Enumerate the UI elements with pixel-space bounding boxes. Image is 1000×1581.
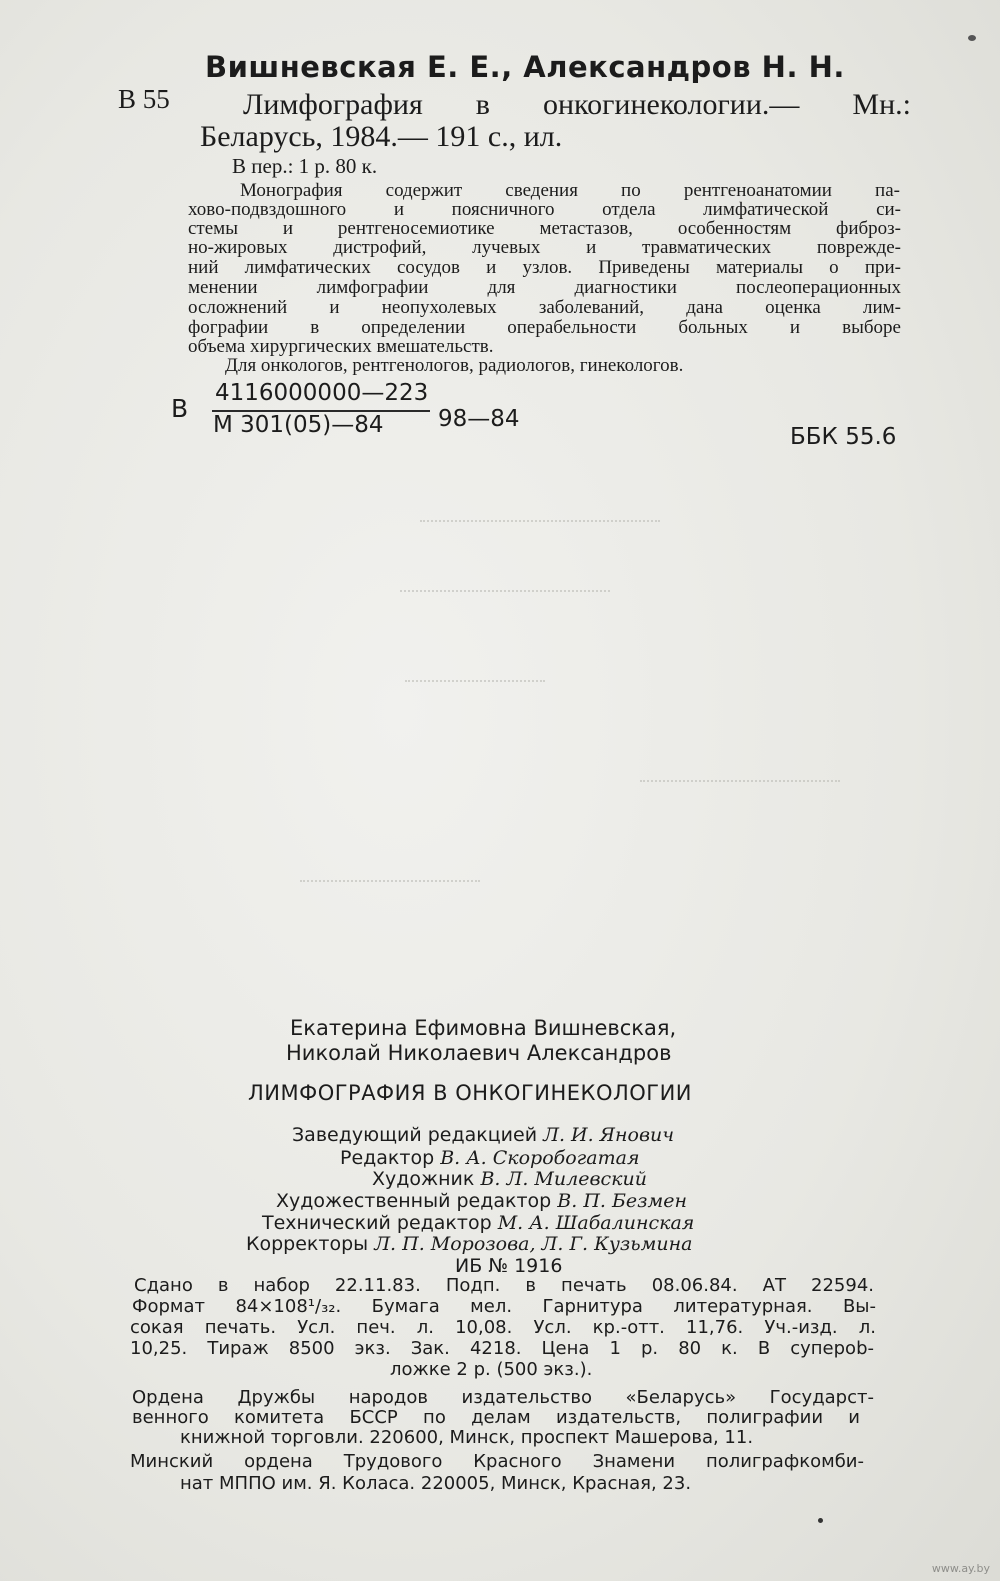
print-details-line: ложке 2 р. (500 экз.). — [390, 1359, 593, 1380]
credit-name: В. А. Скоробогатая — [440, 1147, 640, 1169]
bleed-through-marks — [420, 520, 660, 522]
credit-name: Л. П. Морозова, Л. Г. Кузьмина — [374, 1233, 693, 1255]
abstract-line: менении лимфографии для диагностики послеоперационных — [188, 277, 901, 298]
credit-line — [262, 1212, 694, 1234]
imprint-title: ЛИМФОГРАФИЯ В ОНКОГИНЕКОЛОГИИ — [248, 1081, 693, 1105]
imprint-author-2: Николай Николаевич Александров — [286, 1041, 672, 1065]
catalog-audience: Для онкологов, рентгенологов, радиологов, гинекологов. — [225, 355, 684, 376]
credit-role: Корректоры — [246, 1233, 369, 1255]
catalog-authors: Вишневская Е. Е., Александров Н. Н. — [205, 50, 845, 84]
bleed-through-marks — [405, 680, 545, 682]
ink-speck — [968, 35, 976, 41]
credit-line — [276, 1190, 687, 1212]
publisher-line: Минский ордена Трудового Красного Знамени полиграфкомби- — [130, 1451, 864, 1472]
bleed-through-marks — [300, 880, 480, 882]
catalog-fraction-bottom: М 301(05)—84 — [213, 412, 384, 438]
catalog-title-line-2: Беларусь, 1984.— 191 с., ил. — [200, 120, 563, 153]
print-details-line: Формат 84×108¹/₃₂. Бумага мел. Гарнитура литературная. Вы- — [132, 1296, 876, 1317]
abstract-line: ний лимфатических сосудов и узлов. Приведены материалы о при- — [188, 257, 901, 278]
abstract-line: осложнений и неопухолевых заболеваний, дана оценка лим- — [188, 297, 901, 318]
abstract-line: стемы и рентгеносемиотике метастазов, особенностям фиброз- — [188, 218, 901, 239]
credit-role: Редактор — [340, 1147, 435, 1169]
print-details-line: 10,25. Тираж 8500 экз. Зак. 4218. Цена 1 р. 80 к. В суперob- — [130, 1338, 874, 1359]
abstract-line: но-жировых дистрофий, лучевых и травматических поврежде- — [188, 237, 901, 258]
bleed-through-marks — [400, 590, 610, 592]
publisher-line: книжной торговли. 220600, Минск, проспект Машерова, 11. — [180, 1427, 754, 1448]
abstract-line: объема хирургических вмешательств. — [188, 336, 494, 357]
publisher-line: нат МППО им. Я. Коласа. 220005, Минск, Красная, 23. — [180, 1473, 692, 1494]
catalog-title-line-1: Лимфография в онкогинекологии.— Мн.: — [243, 88, 911, 121]
abstract-line: хово-подвздошного и поясничного отдела лимфатической си- — [188, 199, 901, 220]
bleed-through-marks — [640, 780, 840, 782]
credit-line — [292, 1124, 674, 1146]
credit-line — [340, 1147, 640, 1169]
site-watermark: www.ay.by — [931, 1562, 990, 1575]
print-details-line: Сдано в набор 22.11.83. Подп. в печать 08.06.84. АТ 22594. — [134, 1275, 874, 1296]
abstract-line: фографии в определении операбельности больных и выборе — [188, 317, 901, 338]
catalog-bbk: ББК 55.6 — [790, 424, 897, 450]
imprint-ib-number: ИБ № 1916 — [455, 1255, 563, 1277]
publisher-line: Ордена Дружбы народов издательство «Беларусь» Государст- — [132, 1387, 874, 1408]
credit-name: Л. И. Янович — [543, 1124, 675, 1146]
credit-line — [246, 1233, 692, 1255]
catalog-fraction-top: 4116000000—223 — [215, 380, 429, 406]
credit-role: Художник — [372, 1168, 475, 1190]
credit-name: В. Л. Милевский — [480, 1168, 647, 1190]
credit-role: Художественный редактор — [276, 1190, 552, 1212]
catalog-fraction-letter: В — [171, 394, 189, 423]
credit-name: В. П. Безмен — [557, 1190, 688, 1212]
credit-role: Заведующий редакцией — [292, 1124, 538, 1146]
credit-line — [372, 1168, 647, 1190]
imprint-author-1: Екатерина Ефимовна Вишневская, — [290, 1016, 677, 1040]
abstract-line: Монография содержит сведения по рентгеноанатомии па- — [240, 180, 900, 201]
credit-role: Технический редактор — [262, 1212, 492, 1234]
print-details-line: сокая печать. Усл. печ. л. 10,08. Усл. кр.-отт. 11,76. Уч.-изд. л. — [130, 1317, 876, 1338]
catalog-price: В пер.: 1 р. 80 к. — [232, 154, 378, 178]
ink-speck — [818, 1518, 823, 1523]
credit-name: М. А. Шабалинская — [497, 1212, 695, 1234]
publisher-line: венного комитета БССР по делам издательств, полиграфии и — [132, 1407, 860, 1428]
catalog-code: В 55 — [118, 84, 170, 114]
catalog-fraction-right: 98—84 — [438, 406, 520, 432]
